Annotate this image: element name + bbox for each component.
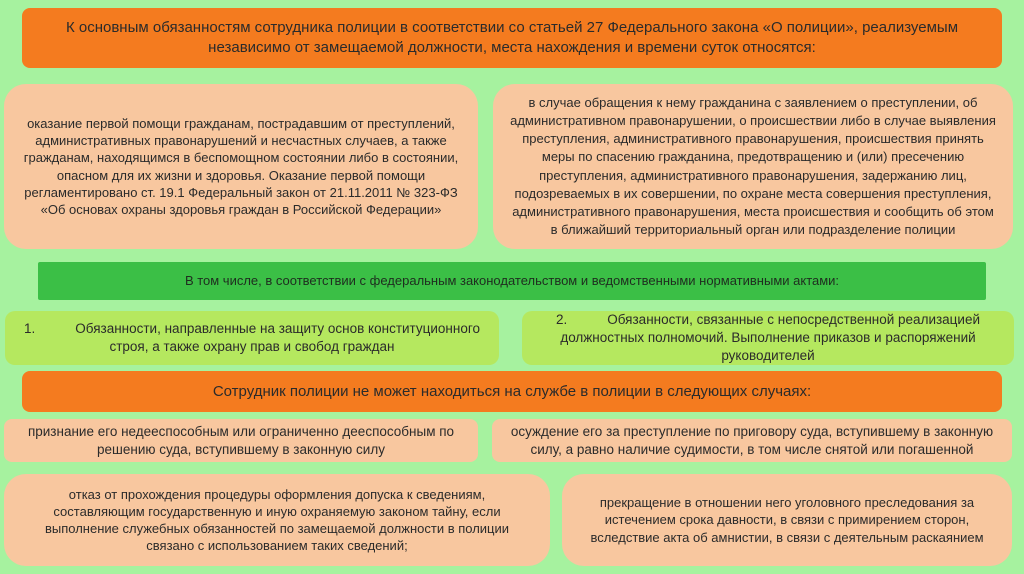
restriction-incapacity-card xyxy=(4,419,478,462)
duty-response-card xyxy=(493,84,1013,249)
obligation-2-text: Обязанности, связанные с непосредственной реализацией должностных полномочий. Выполнение приказов и распоряжений руководителей xyxy=(560,312,981,363)
obligation-2-number: 2. xyxy=(555,312,568,328)
duty-first-aid-text: оказание первой помощи гражданам, пострадавшим от преступлений, административных правонарушений и несчастных случаев, а также гражданам, находящимся в беспомощном состоянии либо в состоянии, опасном для их жизни и здоровья. Оказание первой помощи регламентировано ст. 19.1 Федеральный закон от 21.11.2011 № 323-ФЗ «Об основах охраны здоровья граждан в Российской Федерации» xyxy=(23,116,459,217)
restriction-conviction-card xyxy=(492,419,1012,462)
including-banner xyxy=(38,262,986,300)
restriction-prosecution-card xyxy=(562,474,1012,566)
restrictions-title xyxy=(22,371,1002,412)
restriction-conviction-text: осуждение его за преступление по приговору суда, вступившему в законную силу, а равно наличие судимости, в том числе снятой или погашенной xyxy=(510,423,994,457)
restriction-prosecution-text: прекращение в отношении него уголовного преследования за истечением срока давности, в связи с примирением сторон, вследствие акта об амнистии, в связи с деятельным раскаянием xyxy=(590,495,984,545)
obligation-2-card xyxy=(522,311,1014,365)
slide-title-text: К основным обязанностям сотрудника полиции в соответствии со статьей 27 Федерального закона «О полиции», реализуемым независимо от замещаемой должности, места нахождения и времени суток относятся: xyxy=(65,19,959,56)
restrictions-title-text: Сотрудник полиции не может находиться на службе в полиции в следующих случаях: xyxy=(212,382,812,400)
obligation-1-number: 1. xyxy=(24,321,36,337)
restriction-secrecy-card xyxy=(4,474,550,566)
slide-title xyxy=(22,8,1002,68)
obligation-1-text: Обязанности, направленные на защиту основ конституционного строя, а также охрану прав и свобод граждан xyxy=(75,321,480,354)
obligation-1-card xyxy=(5,311,499,365)
duty-first-aid-card xyxy=(4,84,478,249)
restriction-incapacity-text: признание его недееспособным или ограниченно дееспособным по решению суда, вступившему в законную силу xyxy=(27,423,455,457)
including-banner-text: В том числе, в соответствии с федеральным законодательством и ведомственными нормативными актами: xyxy=(184,273,840,289)
duty-response-text: в случае обращения к нему гражданина с заявлением о преступлении, об административном правонарушении, о происшествии либо в случае выявления преступления, административного правонарушения, происшествия принять меры по спасению гражданина, предотвращению и (или) пресечению преступления, административного правонарушения, задержанию лиц, подозреваемых в их совершении, по охране места совершения преступления, административного правонарушения, места происшествия и сообщить об этом в ближайший территориальный орган или подразделение полиции xyxy=(510,94,996,238)
restriction-secrecy-text: отказ от прохождения процедуры оформления допуска к сведениям, составляющим государственную и иную охраняемую законом тайну, если выполнение служебных обязанностей по замещаемой должности в полиции связано с использованием таких сведений; xyxy=(44,486,510,554)
